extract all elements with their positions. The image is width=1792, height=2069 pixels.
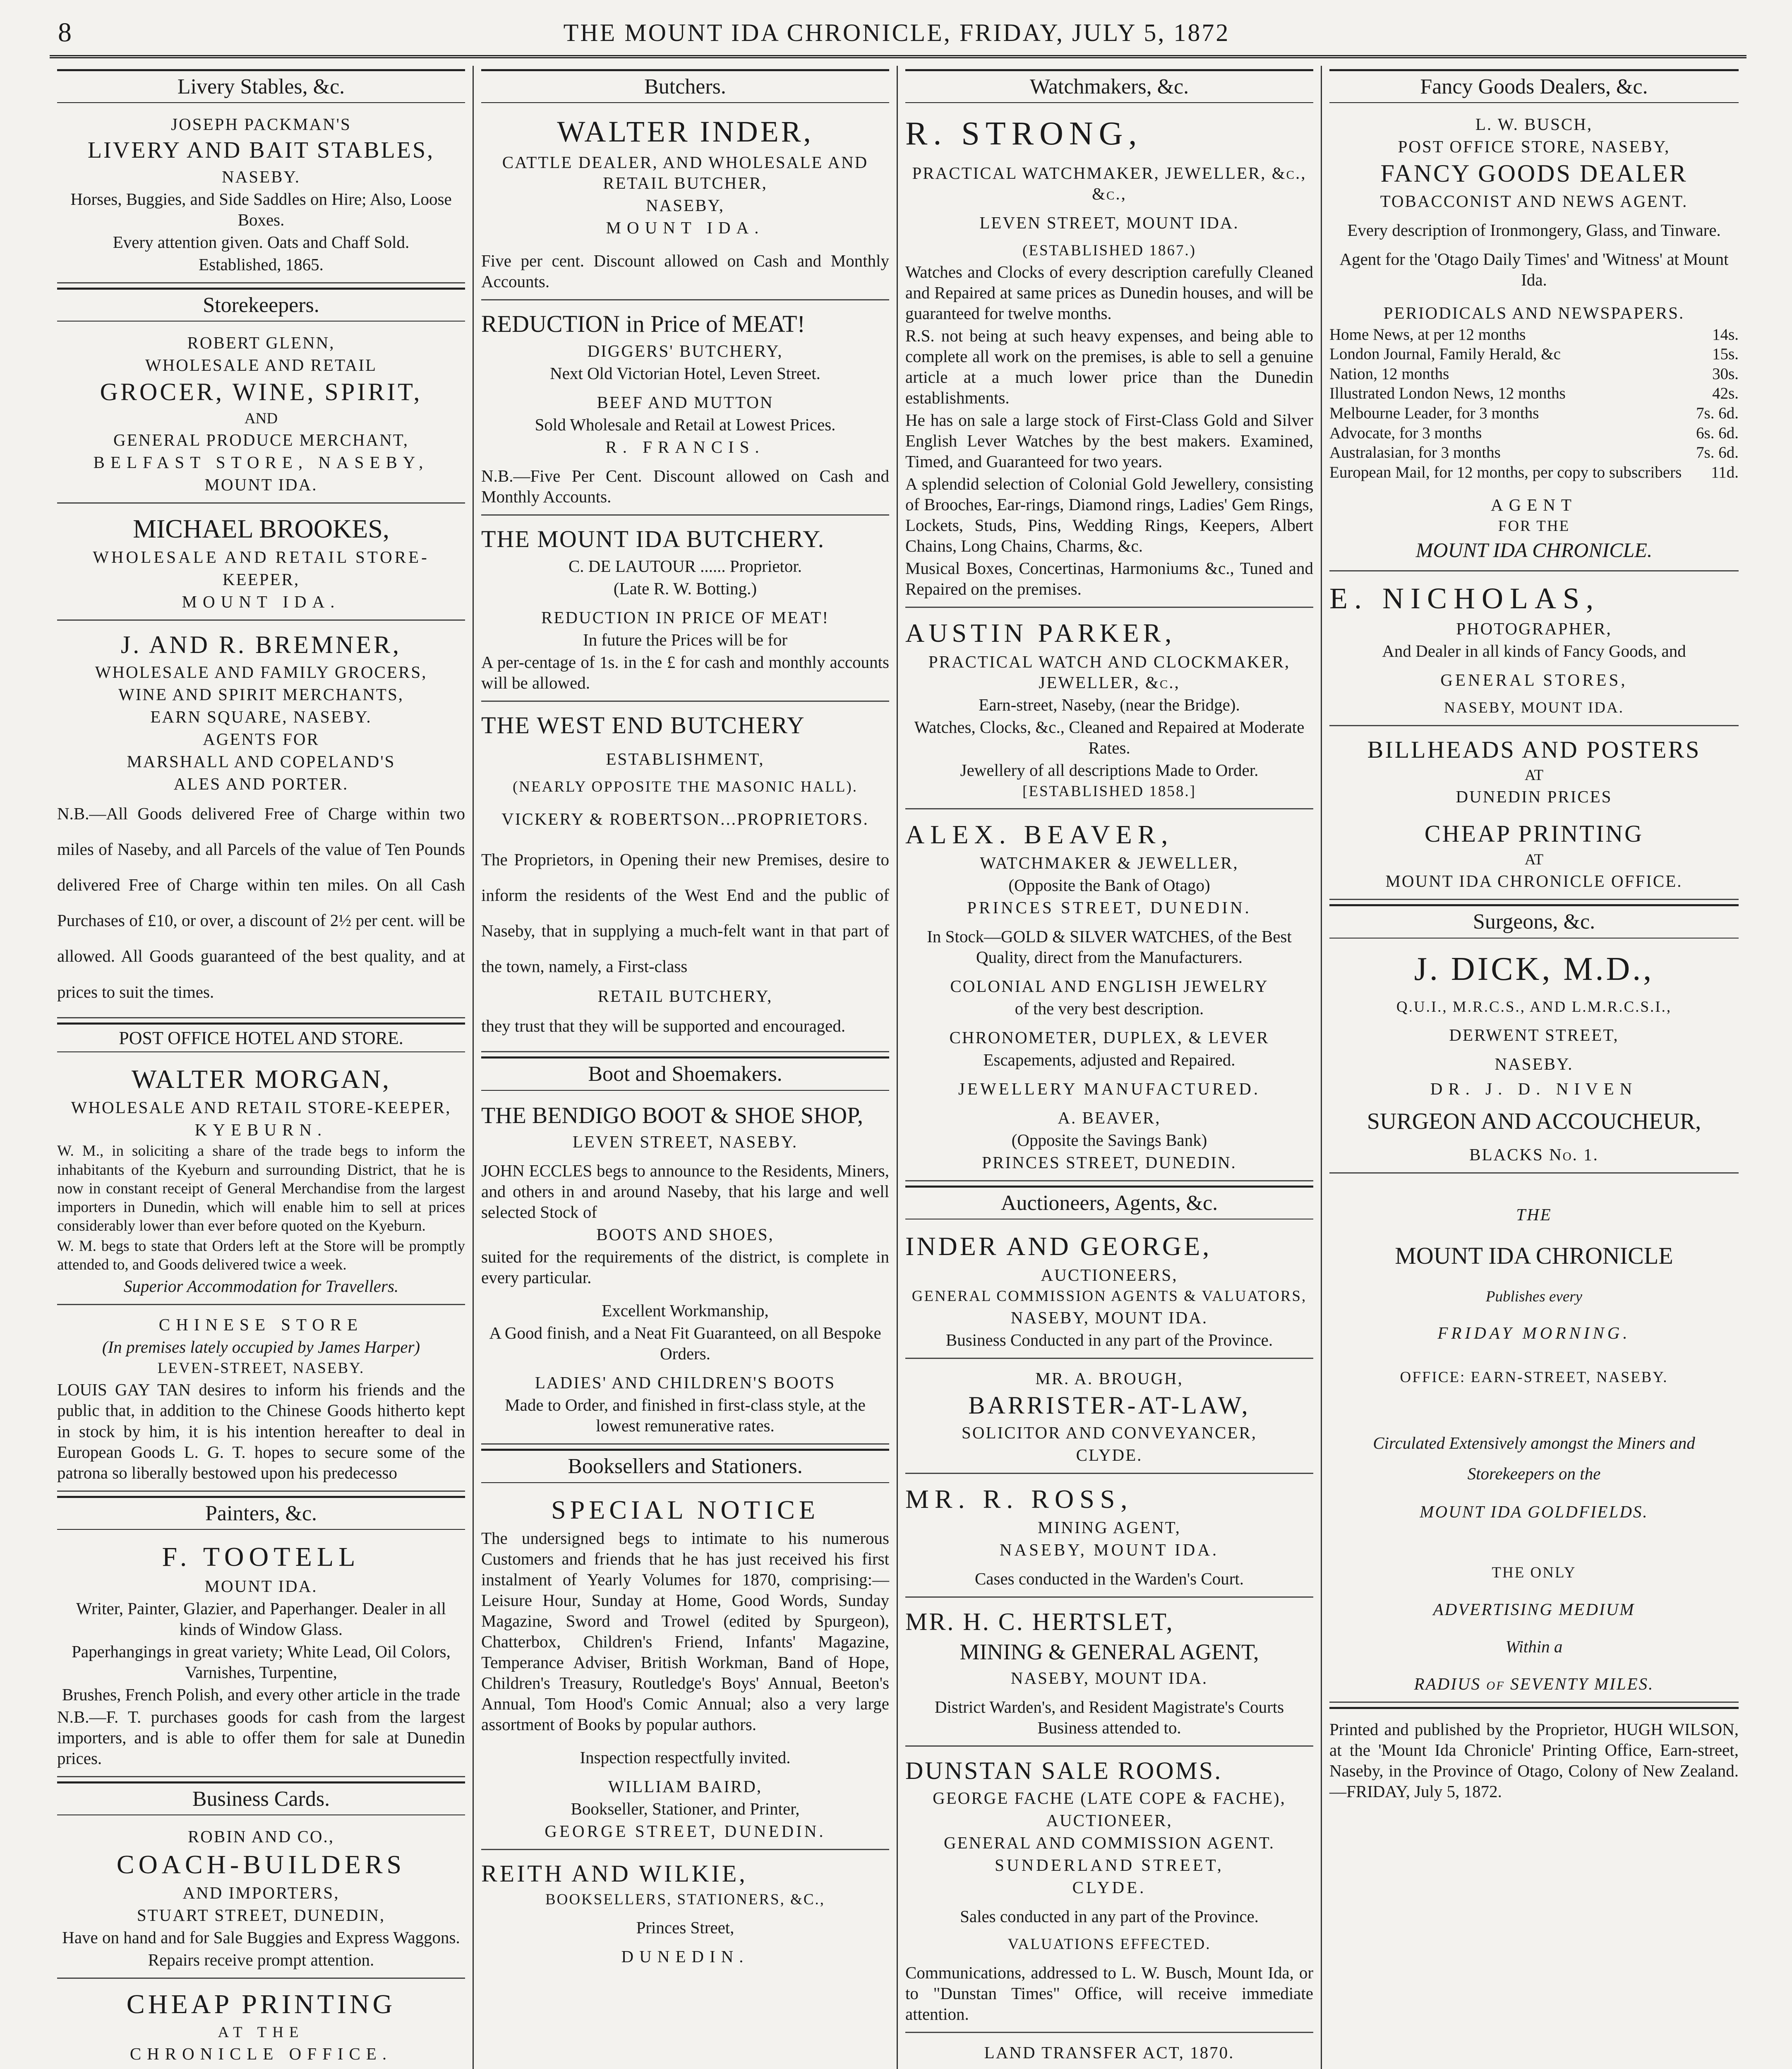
ad-line: JEWELLERY MANUFACTURED.	[958, 1079, 1261, 1098]
ad-line: REDUCTION IN PRICE OF MEAT!	[541, 608, 829, 627]
ad-line: RADIUS of SEVENTY MILES.	[1414, 1674, 1654, 1693]
price-item: Nation, 12 months	[1329, 365, 1449, 383]
section-booksellers: Booksellers and Stationers.	[481, 1449, 889, 1483]
ad-title: FANCY GOODS DEALER	[1380, 160, 1688, 187]
price-row	[1329, 325, 1739, 345]
ad-brookes	[57, 508, 465, 621]
ad-line: LEVEN STREET, NASEBY.	[572, 1132, 798, 1152]
ad-title: GROCER, WINE, SPIRIT,	[100, 378, 422, 406]
column-1	[50, 66, 474, 2069]
price-item: Australasian, for 3 months	[1329, 444, 1501, 462]
section-watchmakers: Watchmakers, &c.	[905, 69, 1313, 103]
ad-line: [ESTABLISHED 1858.]	[1022, 782, 1196, 800]
ad-line: MARSHALL AND COPELAND'S	[127, 752, 396, 771]
ad-line: CHRONICLE OFFICE.	[130, 2044, 393, 2063]
price-value: 7s. 6d.	[1696, 444, 1739, 462]
price-item: London Journal, Family Herald, &c	[1329, 345, 1561, 363]
ad-line: FRIDAY MORNING.	[1437, 1323, 1631, 1342]
ad-line: ADVERTISING MEDIUM	[1433, 1599, 1635, 1619]
price-value: 14s.	[1712, 325, 1739, 343]
ad-body: A splendid selection of Colonial Gold Jewellery, consisting of Brooches, Ear-rings, Diamond rings, Ladies' Gem Rings, Lockets, Studs, Pins, Wedding Rings, Keepers, Albert Chains, Long Chains, Charms, &c.	[905, 474, 1313, 556]
ad-line: WATCHMAKER & JEWELLER,	[980, 853, 1239, 872]
ad-nicholas	[1329, 576, 1739, 726]
ad-body: Sold Wholesale and Retail at Lowest Prices.	[535, 415, 836, 434]
price-item: Home News, at per 12 months	[1329, 325, 1526, 343]
ad-line: Excellent Workmanship,	[602, 1301, 769, 1320]
ad-title: E. NICHOLAS,	[1329, 581, 1600, 615]
ad-line: BOOKSELLERS, STATIONERS, &C.,	[545, 1891, 825, 1908]
ad-line: LEVEN STREET, MOUNT IDA.	[979, 213, 1239, 233]
ad-inder	[481, 109, 889, 300]
ad-heading: JOSEPH PACKMAN'S	[171, 115, 351, 134]
ad-body: Business Conducted in any part of the Province.	[945, 1330, 1273, 1349]
ad-title: AUSTIN PARKER,	[905, 618, 1176, 648]
ad-hertslet	[905, 1602, 1313, 1747]
column-3	[898, 66, 1322, 2069]
ad-body: Cases conducted in the Warden's Court.	[974, 1569, 1244, 1589]
ad-line: (Late R. W. Botting.)	[613, 578, 757, 598]
ad-title: LIVERY AND BAIT STABLES,	[87, 137, 435, 163]
ad-title: SPECIAL NOTICE	[551, 1495, 819, 1524]
ad-body: A per-centage of 1s. in the £ for cash and monthly accounts will be allowed.	[481, 653, 889, 693]
ad-line: AT THE	[218, 2023, 305, 2041]
columns	[50, 66, 1746, 2069]
ad-line: MOUNT IDA.	[204, 475, 318, 494]
ad-line: PRACTICAL WATCHMAKER, JEWELLER, &c., &c.,	[912, 163, 1307, 204]
ad-line: ALES AND PORTER.	[173, 774, 349, 794]
ad-line: ESTABLISHMENT,	[606, 749, 765, 768]
ad-title: R. STRONG,	[905, 115, 1143, 152]
ad-line: COLONIAL AND ENGLISH JEWELRY	[950, 976, 1269, 996]
ad-line: AGENTS FOR	[203, 730, 319, 749]
ad-title: ALEX. BEAVER,	[905, 819, 1174, 849]
ad-line: (NEARLY OPPOSITE THE MASONIC HALL).	[512, 778, 858, 795]
ad-heading: ROBIN AND CO.,	[187, 1827, 335, 1846]
price-item: Illustrated London News, 12 months	[1329, 384, 1566, 403]
ad-line: TOBACCONIST AND NEWS AGENT.	[1380, 191, 1688, 211]
ad-line: AT	[1524, 851, 1544, 869]
ad-line: BLACKS No. 1.	[1469, 1145, 1599, 1164]
ad-line: Bookseller, Stationer, and Printer,	[571, 1799, 800, 1819]
ad-body: Circulated Extensively amongst the Miners and Storekeepers on the	[1373, 1433, 1695, 1483]
ad-reith-wilkie	[481, 1854, 889, 1974]
ad-line: DUNEDIN PRICES	[1456, 787, 1612, 806]
ad-line: CATTLE DEALER, AND WHOLESALE AND RETAIL BUTCHER,	[502, 153, 868, 193]
section-painters: Painters, &c.	[57, 1496, 465, 1530]
ad-line: LEVEN-STREET, NASEBY.	[157, 1360, 365, 1377]
ad-line: OFFICE: EARN-STREET, NASEBY.	[1400, 1368, 1668, 1386]
ad-title: COACH-BUILDERS	[116, 1850, 406, 1879]
column-4	[1322, 66, 1746, 2069]
ad-strong	[905, 109, 1313, 608]
ad-heading: LAND TRANSFER ACT, 1870.	[984, 2043, 1235, 2062]
section-post-office: POST OFFICE HOTEL AND STORE.	[57, 1022, 465, 1053]
ad-body: The Proprietors, in Opening their new Premises, desire to inform the residents of the West End and the public of Naseby, that in supplying a much-felt want in that part of the town, namely, a First-class	[481, 850, 889, 976]
ad-title: J. DICK, M.D.,	[1414, 950, 1654, 987]
ad-body: Watches and Clocks of every description carefully Cleaned and Repaired at same prices as Dunedin houses, and will be guaranteed for twelve months.	[905, 262, 1313, 323]
ad-title: BARRISTER-AT-LAW,	[968, 1391, 1250, 1419]
section-auctioneers: Auctioneers, Agents, &c.	[905, 1186, 1313, 1219]
ad-line: GENERAL AND COMMISSION AGENT.	[944, 1833, 1275, 1853]
ad-body: W. M., in soliciting a share of the trade begs to inform the inhabitants of the Kyeburn and surrounding District, that he is now in constant receipt of General Merchandise from the largest importers in Dunedin, which will enable him to sell at prices considerably lower than ever before quoted on the Kyeburn.	[57, 1143, 465, 1234]
ad-francis	[481, 305, 889, 516]
price-value: 15s.	[1712, 345, 1739, 363]
ad-line: MINING AGENT,	[1038, 1518, 1181, 1537]
column-2	[474, 66, 898, 2069]
price-item: European Mail, for 12 months, per copy to subscribers	[1329, 463, 1682, 481]
ad-title: MICHAEL BROOKES,	[133, 514, 389, 543]
ad-line: WINE AND SPIRIT MERCHANTS,	[118, 685, 404, 704]
ad-line: NASEBY,	[646, 196, 724, 215]
ad-body: N.B.—All Goods delivered Free of Charge within two miles of Naseby, and all Parcels of the value of Ten Pounds delivered Free of Charge within ten miles. On all Cash Purchases of £10, or over, a discount of 2½ per cent. will be allowed. All Goods guaranteed of the best quality, and at prices to suit the times.	[57, 804, 465, 1001]
ad-line: Q.U.I., M.R.C.S., AND L.M.R.C.S.I.,	[1396, 998, 1672, 1016]
ad-title: INDER AND GEORGE,	[905, 1231, 1212, 1261]
ad-body: suited for the requirements of the district, is complete in every particular.	[481, 1247, 889, 1287]
ad-line: CHRONOMETER, DUPLEX, & LEVER	[949, 1027, 1269, 1047]
ad-body: He has on sale a large stock of First-Class Gold and Silver English Lever Watches by the best makers. Examined, Timed, and Guaranteed for two years.	[905, 410, 1313, 471]
ad-body: Horses, Buggies, and Side Saddles on Hire; Also, Loose Boxes.	[70, 189, 452, 229]
ad-body: Writer, Painter, Glazier, and Paperhanger. Dealer in all kinds of Window Glass.	[76, 1599, 446, 1639]
price-value: 6s. 6d.	[1696, 424, 1739, 442]
section-storekeepers: Storekeepers.	[57, 288, 465, 322]
ad-line: AUCTIONEER,	[1046, 1811, 1173, 1830]
ad-busch	[1329, 109, 1739, 571]
ad-body: LOUIS GAY TAN desires to inform his friends and the public that, in addition to the Chinese Goods hitherto kept in stock by him, it is his intention hereafter to deal in European Goods L. G. T. hopes to secure some of the patrona so liberally bestowed upon his predecesso	[57, 1380, 465, 1482]
price-value: 42s.	[1712, 384, 1739, 403]
ad-line: PHOTOGRAPHER,	[1456, 619, 1612, 638]
ad-body: Have on hand and for Sale Buggies and Express Waggons.	[62, 1928, 460, 1947]
price-item: Advocate, for 3 months	[1329, 424, 1482, 442]
ad-inder-george	[905, 1225, 1313, 1359]
ad-line: PRACTICAL WATCH AND CLOCKMAKER, JEWELLER, &c.,	[928, 652, 1291, 692]
ad-title: WALTER MORGAN,	[131, 1064, 391, 1094]
ad-cheap-printing	[57, 1983, 465, 2069]
ad-line: Escapements, adjusted and Repaired.	[983, 1050, 1235, 1069]
ad-title: WALTER INDER,	[557, 115, 813, 149]
ad-line: BELFAST STORE, NASEBY,	[93, 452, 429, 472]
ad-body: Made to Order, and finished in first-class style, at the lowest remunerative rates.	[505, 1395, 866, 1435]
price-row	[1329, 403, 1739, 423]
ad-line: AUCTIONEERS,	[1041, 1265, 1178, 1284]
ad-title: DUNSTAN SALE ROOMS.	[905, 1757, 1223, 1785]
ad-line: WHOLESALE AND RETAIL STORE-	[93, 547, 429, 566]
ad-line: PRINCES STREET, DUNEDIN.	[982, 1153, 1237, 1172]
ad-body: W. M. begs to state that Orders left at the Store will be promptly attended to, and Goods delivered twice a week.	[57, 1238, 465, 1274]
ad-title: THE BENDIGO BOOT & SHOE SHOP,	[481, 1102, 864, 1128]
ad-line: THE ONLY	[1492, 1564, 1576, 1582]
price-row	[1329, 344, 1739, 364]
section-surgeons: Surgeons, &c.	[1329, 904, 1739, 938]
ad-body: JOHN ECCLES begs to announce to the Residents, Miners, and others in and around Naseby, that his large and well selected Stock of	[481, 1161, 889, 1222]
ad-line: AGENT	[1491, 495, 1577, 515]
ad-title: REDUCTION in Price of MEAT!	[481, 310, 805, 338]
ad-line: VALUATIONS EFFECTED.	[1008, 1936, 1211, 1953]
page-number: 8	[58, 17, 72, 48]
ad-line: A. BEAVER,	[1058, 1108, 1161, 1127]
ad-line: MOUNT IDA GOLDFIELDS.	[1420, 1502, 1648, 1522]
ad-body: Brushes, French Polish, and every other article in the trade	[62, 1685, 461, 1704]
ad-line: MINING & GENERAL AGENT,	[960, 1639, 1259, 1665]
ad-line: Inspection respectfully invited.	[580, 1748, 791, 1767]
ad-line: GENERAL COMMISSION AGENTS & VALUATORS,	[912, 1287, 1307, 1305]
ad-body: Established, 1865.	[199, 254, 324, 274]
ad-body: District Warden's, and Resident Magistrate's Courts Business attended to.	[934, 1697, 1284, 1738]
ad-line: GENERAL STORES,	[1440, 670, 1628, 690]
ad-line: PERIODICALS AND NEWSPAPERS.	[1383, 303, 1685, 322]
ad-body: they trust that they will be supported and encouraged.	[481, 1016, 846, 1036]
ad-line: EARN SQUARE, NASEBY.	[150, 707, 372, 727]
ad-body: Five per cent. Discount allowed on Cash and Monthly Accounts.	[481, 251, 889, 291]
ad-body: Every attention given. Oats and Chaff Sold.	[113, 232, 410, 252]
ad-body: Repairs receive prompt attention.	[148, 1950, 374, 1970]
ad-bremner	[57, 625, 465, 1018]
ad-special-notice	[481, 1489, 889, 1850]
ad-beaver	[905, 814, 1313, 1181]
ad-body: The undersigned begs to intimate to his numerous Customers and friends that he has just received his first instalment of Yearly Volumes for 1870, comprising:—Leisure Hour, Sunday at Home, Good Words, Sunday Magazine, Sword and Trowel (edited by Spurgeon), Chatterbox, Children's Friend, Infants' Magazine, Temperance Adviser, British Workman, Band of Hope, Children's Treasury, Routledge's Boys' Annual, Beeton's Annual, Tom Hood's Comic Annual; also a very large assortment of Books by popular authors.	[481, 1528, 889, 1734]
ad-body: Communications, addressed to L. W. Busch, Mount Ida, or to "Dunstan Times" Office, will receive immediate attention.	[905, 1963, 1313, 2023]
price-row	[1329, 364, 1739, 384]
ad-land-transfer	[905, 2037, 1313, 2069]
price-row	[1329, 423, 1739, 443]
ad-line: Superior Accommodation for Travellers.	[123, 1277, 399, 1296]
ad-line: Earn-street, Naseby, (near the Bridge).	[979, 695, 1240, 714]
ad-heading: L. W. BUSCH,	[1475, 115, 1593, 134]
ad-line: Princes Street,	[636, 1918, 734, 1937]
ad-heading: CHINESE STORE	[158, 1315, 364, 1335]
ad-heading: ROBERT GLENN,	[187, 333, 335, 353]
ad-title: J. AND R. BREMNER,	[120, 631, 402, 658]
ad-line: MOUNT IDA.	[606, 218, 765, 238]
ad-title: THE WEST END BUTCHERY	[481, 712, 805, 739]
ad-line: SURGEON AND ACCOUCHEUR,	[1367, 1109, 1701, 1135]
ad-line: Publishes every	[1485, 1288, 1583, 1305]
ad-place: NASEBY.	[222, 167, 300, 186]
ad-line: GEORGE FACHE (LATE COPE & FACHE),	[933, 1788, 1286, 1808]
ad-dick	[1329, 944, 1739, 1174]
ad-body: Sales conducted in any part of the Province.	[960, 1907, 1259, 1926]
price-row	[1329, 443, 1739, 463]
ad-ross	[905, 1478, 1313, 1598]
ad-title: MOUNT IDA CHRONICLE	[1395, 1242, 1673, 1269]
ad-line: KEEPER,	[222, 569, 300, 589]
ad-glenn	[57, 327, 465, 503]
ad-body: Every description of Ironmongery, Glass, and Tinware.	[1347, 220, 1721, 240]
ad-line: WILLIAM BAIRD,	[608, 1777, 763, 1796]
ad-line: MOUNT IDA.	[182, 592, 341, 611]
price-value: 30s.	[1712, 365, 1739, 383]
ad-title: CHEAP PRINTING	[1424, 820, 1644, 847]
ad-line: MOUNT IDA CHRONICLE.	[1415, 538, 1653, 562]
ad-line: MOUNT IDA.	[204, 1576, 318, 1596]
ad-bendigo	[481, 1097, 889, 1445]
ad-line: (Opposite the Savings Bank)	[1011, 1131, 1207, 1150]
newspaper-title: THE MOUNT IDA CHRONICLE, FRIDAY, JULY 5, 1872	[563, 19, 1230, 46]
ad-line: AT	[1524, 767, 1544, 784]
ad-line: C. DE LAUTOUR ...... Proprietor.	[568, 556, 802, 576]
ad-line: BOOTS AND SHOES,	[596, 1225, 774, 1244]
ad-title: CHEAP PRINTING	[126, 1989, 396, 2020]
ad-line: POST OFFICE STORE, NASEBY,	[1398, 137, 1670, 156]
ad-body: In Stock—GOLD & SILVER WATCHES, of the Best Quality, direct from the Manufacturers.	[927, 926, 1292, 967]
ad-tootell	[57, 1536, 465, 1777]
ad-title: MR. H. C. HERTSLET,	[905, 1608, 1174, 1636]
price-row	[1329, 384, 1739, 403]
section-fancy-goods: Fancy Goods Dealers, &c.	[1329, 69, 1739, 103]
ad-line: (ESTABLISHED 1867.)	[1022, 242, 1196, 259]
ad-billheads	[1329, 730, 1739, 900]
ad-body: Watches, Clocks, &c., Cleaned and Repaired at Moderate Rates.	[914, 717, 1305, 757]
ad-line: VICKERY & ROBERTSON...PROPRIETORS.	[501, 809, 869, 828]
ad-robin	[57, 1821, 465, 1979]
ad-dunstan	[905, 1751, 1313, 2033]
ad-chronicle-promo	[1329, 1178, 1739, 1703]
ad-body: Musical Boxes, Concertinas, Harmoniums &c., Tuned and Repaired on the premises.	[905, 559, 1313, 599]
ad-line: MOUNT IDA CHRONICLE OFFICE.	[1385, 871, 1683, 891]
section-boot-shoemakers: Boot and Shoemakers.	[481, 1056, 889, 1090]
ad-line: NASEBY, MOUNT IDA.	[1010, 1668, 1208, 1688]
ad-line: RETAIL BUTCHERY,	[597, 986, 773, 1006]
ad-body: N.B.—F. T. purchases goods for cash from the largest importers, and is able to offer them for sale at Dunedin prices.	[57, 1707, 465, 1768]
section-livery: Livery Stables, &c.	[57, 69, 465, 103]
ad-line: DR. J. D. NIVEN	[1430, 1079, 1638, 1099]
imprint	[1329, 1707, 1739, 1809]
ad-line: of the very best description.	[1015, 998, 1204, 1018]
ad-parker	[905, 612, 1313, 809]
ad-line: DERWENT STREET,	[1449, 1025, 1619, 1045]
ad-packman	[57, 109, 465, 283]
ad-body: Agent for the 'Otago Daily Times' and 'Witness' at Mount Ida.	[1339, 249, 1729, 289]
ad-line: R. FRANCIS.	[605, 437, 765, 457]
ad-line: In future the Prices will be for	[583, 630, 788, 650]
ad-line: CLYDE.	[1076, 1445, 1143, 1464]
ad-chinese-store	[57, 1309, 465, 1491]
ad-body: Jewellery of all descriptions Made to Order.	[960, 760, 1259, 780]
imprint-text: Printed and published by the Proprietor, HUGH WILSON, at the 'Mount Ida Chronicle' Printing Office, Earn-street, Naseby, in the Province of Otago, Colony of New Zealand.—FRIDAY, July 5, 1872.	[1329, 1719, 1739, 1801]
ad-title: THE MOUNT IDA BUTCHERY.	[481, 526, 825, 553]
ad-body: R.S. not being at such heavy expenses, and being able to complete all work on the premises, is able to sell a genuine article at a much lower price than the Dunedin establishments.	[905, 326, 1313, 408]
ad-line: NASEBY, MOUNT IDA.	[999, 1540, 1219, 1560]
masthead	[50, 11, 1746, 58]
ad-line: AND IMPORTERS,	[182, 1883, 340, 1903]
ad-line: (In premises lately occupied by James Harper)	[102, 1337, 420, 1357]
ad-title: BILLHEADS AND POSTERS	[1367, 736, 1701, 763]
ad-line: WHOLESALE AND RETAIL	[145, 355, 377, 375]
ad-line: STUART STREET, DUNEDIN,	[137, 1906, 386, 1925]
ad-body: A Good finish, and a Neat Fit Guaranteed, on all Bespoke Orders.	[489, 1323, 881, 1363]
ad-line: NASEBY, MOUNT IDA.	[1010, 1308, 1208, 1327]
ad-line: FOR THE	[1498, 518, 1570, 535]
ad-line: SOLICITOR AND CONVEYANCER,	[962, 1423, 1257, 1442]
ad-line: DUNEDIN.	[621, 1947, 749, 1966]
ad-line: WHOLESALE AND FAMILY GROCERS,	[95, 662, 427, 682]
price-row	[1329, 463, 1739, 482]
ad-line: KYEBURN.	[194, 1120, 328, 1140]
price-item: Melbourne Leader, for 3 months	[1329, 404, 1539, 422]
price-value: 11d.	[1711, 463, 1739, 481]
ad-line: GEORGE STREET, DUNEDIN.	[545, 1822, 826, 1841]
ad-west-end-butchery	[481, 706, 889, 1052]
ad-line: Next Old Victorian Hotel, Leven Street.	[550, 364, 820, 383]
price-value: 7s. 6d.	[1696, 404, 1739, 422]
ad-morgan	[57, 1058, 465, 1305]
ad-line: (Opposite the Bank of Otago)	[1008, 875, 1210, 895]
ad-line: GENERAL PRODUCE MERCHANT,	[113, 430, 409, 449]
section-butchers: Butchers.	[481, 69, 889, 103]
ad-line: SUNDERLAND STREET,	[995, 1855, 1224, 1875]
ad-line: AND	[244, 410, 278, 427]
ad-brough	[905, 1363, 1313, 1474]
ad-line: NASEBY, MOUNT IDA.	[1444, 699, 1624, 717]
ad-line: LADIES' AND CHILDREN'S BOOTS	[535, 1373, 836, 1392]
ad-title: MR. R. ROSS,	[905, 1484, 1133, 1514]
ad-line: Within a	[1505, 1637, 1563, 1656]
ad-line: BEEF AND MUTTON	[597, 393, 774, 412]
ad-line: DIGGERS' BUTCHERY,	[587, 341, 783, 361]
ad-body: And Dealer in all kinds of Fancy Goods, and	[1382, 641, 1686, 661]
ad-line: CLYDE.	[1072, 1878, 1147, 1897]
ad-body: N.B.—Five Per Cent. Discount allowed on Cash and Monthly Accounts.	[481, 466, 889, 506]
ad-line: NASEBY.	[1495, 1054, 1574, 1074]
ad-heading: MR. A. BROUGH,	[1035, 1368, 1183, 1388]
ad-line: WHOLESALE AND RETAIL STORE-KEEPER,	[71, 1098, 451, 1117]
ad-mount-ida-butchery	[481, 520, 889, 702]
price-list	[1329, 325, 1739, 482]
ad-title: F. TOOTELL	[162, 1541, 360, 1572]
ad-line: THE	[1516, 1205, 1552, 1224]
ad-line: PRINCES STREET, DUNEDIN.	[967, 898, 1252, 917]
ad-body: Paperhangings in great variety; White Lead, Oil Colors, Varnishes, Turpentine,	[72, 1642, 451, 1682]
section-business-cards: Business Cards.	[57, 1781, 465, 1815]
ad-title: REITH AND WILKIE,	[481, 1860, 748, 1887]
